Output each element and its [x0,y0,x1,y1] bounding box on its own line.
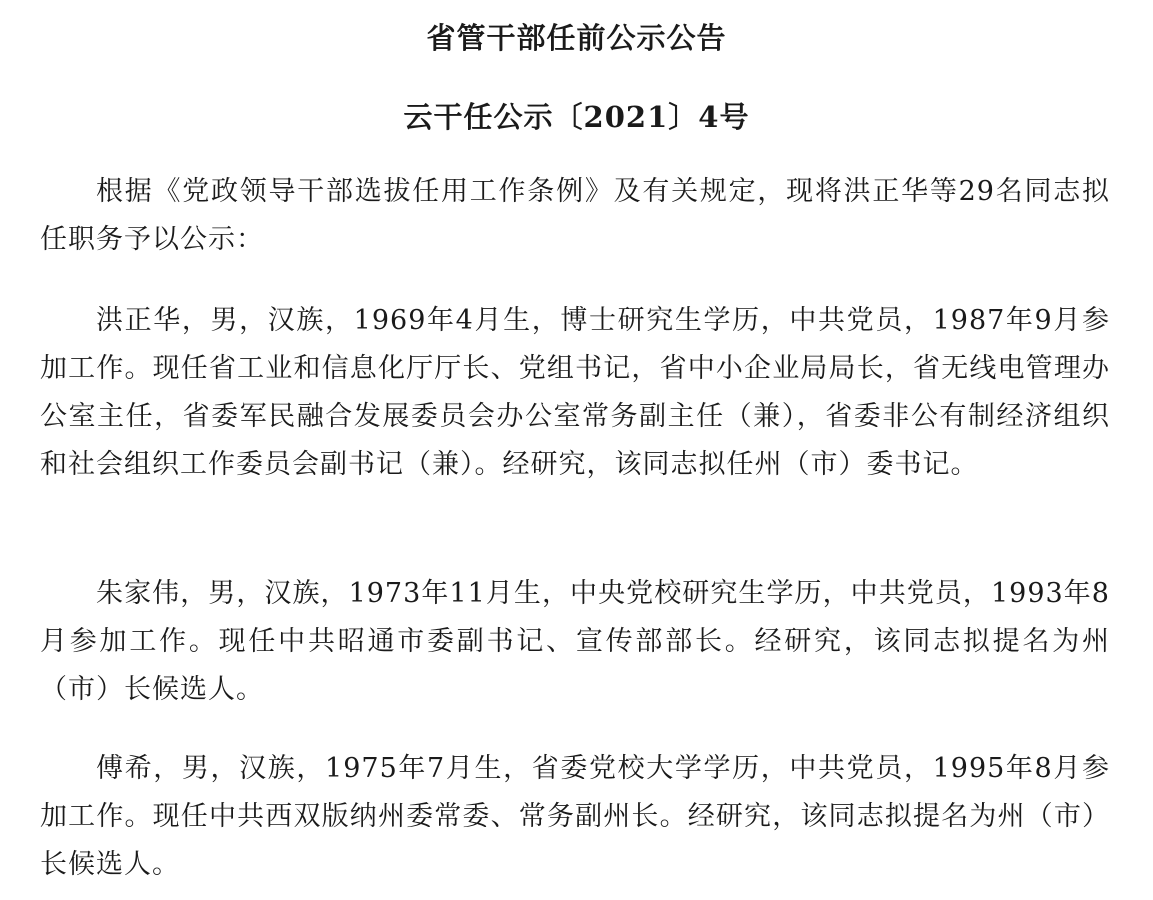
page-title: 省管干部任前公示公告 [426,21,727,55]
candidate-paragraph-zhu-jiawei: 朱家伟，男，汉族，1973年11月生，中央党校研究生学历，中共党员，1993年8月参加工作。现任中共昭通市委副书记、宣传部部长。经研究，该同志拟提名为州（市）长候选人。 [40,578,1110,705]
intro-paragraph: 根据《党政领导干部选拔任用工作条例》及有关规定，现将洪正华等29名同志拟任职务予以公示： [40,176,1110,255]
candidate-paragraph-fu-xi: 傅希，男，汉族，1975年7月生，省委党校大学学历，中共党员，1995年8月参加工作。现任中共西双版纳州委常委、常务副州长。经研究，该同志拟提名为州（市）长候选人。 [40,753,1110,880]
candidate-paragraph-hong-zhenghua: 洪正华，男，汉族，1969年4月生，博士研究生学历，中共党员，1987年9月参加工作。现任省工业和信息化厅厅长、党组书记，省中小企业局局长，省无线电管理办公室主任，省委军民融合发展委员会办公室常务副主任（兼），省委非公有制经济组织和社会组织工作委员会副书记（兼）。经研究，该同志拟任州（市）委书记。 [40,305,1110,480]
document-number: 云干任公示〔2021〕4号 [403,100,750,134]
